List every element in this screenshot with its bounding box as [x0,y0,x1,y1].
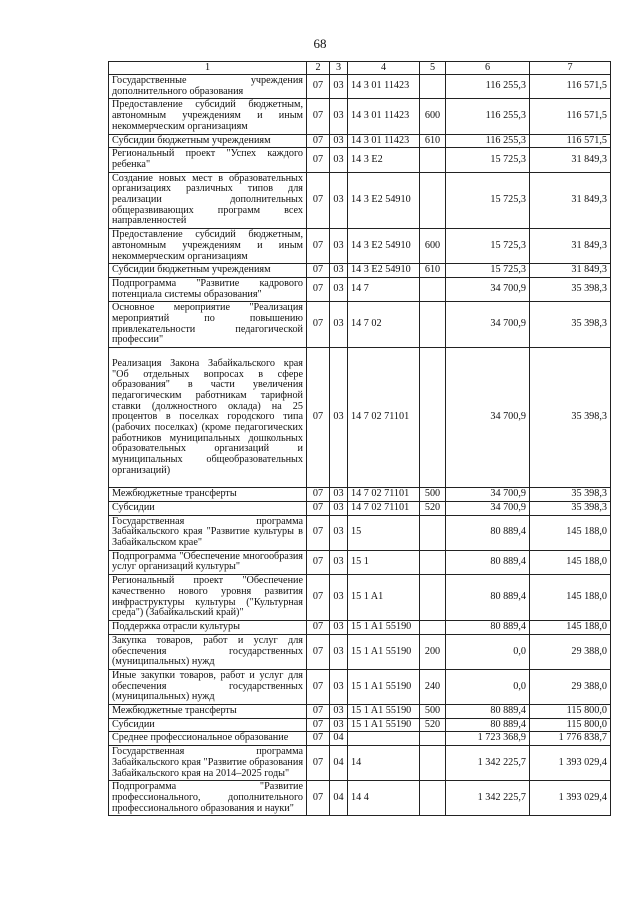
row-subsection-cell: 03 [330,718,348,732]
row-name-cell: Региональный проект "Успех каждого ребенка" [109,148,307,172]
row-target-code-cell: 14 7 [348,277,420,301]
row-expense-type-cell: 600 [420,99,446,134]
row-section-cell: 07 [307,172,330,229]
row-amount-year1-cell: 34 700,9 [446,277,530,301]
row-name-cell: Подпрограмма "Развитие профессионального, дополнительного профессионального образования и науки" [109,781,307,816]
table-row [109,501,611,515]
row-name-cell: Субсидии [109,718,307,732]
row-subsection-cell: 03 [330,575,348,621]
row-name-cell: Государственная программа Забайкальского края "Развитие культуры в Забайкальском крае" [109,515,307,550]
row-amount-year2-cell: 31 849,3 [530,264,611,278]
row-target-code-cell: 14 7 02 [348,302,420,348]
row-name-cell: Субсидии бюджетным учреждениям [109,134,307,148]
row-subsection-cell: 04 [330,732,348,746]
row-expense-type-cell: 610 [420,134,446,148]
row-amount-year1-cell: 15 725,3 [446,148,530,172]
row-subsection-cell: 03 [330,488,348,502]
row-amount-year2-cell: 31 849,3 [530,148,611,172]
header-col-7: 7 [530,62,611,75]
row-amount-year1-cell: 116 255,3 [446,99,530,134]
row-amount-year2-cell: 145 188,0 [530,550,611,574]
row-subsection-cell: 03 [330,550,348,574]
header-col-1: 1 [109,62,307,75]
header-col-2: 2 [307,62,330,75]
row-amount-year1-cell: 80 889,4 [446,621,530,635]
row-amount-year1-cell: 15 725,3 [446,172,530,229]
row-amount-year2-cell: 1 776 838,7 [530,732,611,746]
row-expense-type-cell: 500 [420,705,446,719]
row-expense-type-cell: 600 [420,229,446,264]
row-target-code-cell: 15 1 A1 [348,575,420,621]
row-amount-year2-cell: 145 188,0 [530,515,611,550]
row-section-cell: 07 [307,705,330,719]
row-section-cell: 07 [307,148,330,172]
row-section-cell: 07 [307,229,330,264]
row-name-cell: Предоставление субсидий бюджетным, автономным учреждениям и иным некоммерческим организациям [109,99,307,134]
table-row [109,172,611,229]
row-subsection-cell: 03 [330,172,348,229]
row-amount-year2-cell: 35 398,3 [530,488,611,502]
row-amount-year2-cell: 115 800,0 [530,718,611,732]
row-target-code-cell: 15 1 A1 55190 [348,621,420,635]
row-expense-type-cell [420,277,446,301]
row-amount-year1-cell: 116 255,3 [446,75,530,99]
budget-table [108,61,611,816]
row-target-code-cell: 15 1 A1 55190 [348,705,420,719]
row-subsection-cell: 03 [330,264,348,278]
table-row [109,229,611,264]
row-target-code-cell: 14 3 01 11423 [348,99,420,134]
row-amount-year2-cell: 31 849,3 [530,229,611,264]
row-expense-type-cell [420,781,446,816]
table-row [109,302,611,348]
row-amount-year1-cell: 80 889,4 [446,705,530,719]
table-header-row [109,62,611,75]
table-row [109,550,611,574]
row-name-cell: Межбюджетные трансферты [109,488,307,502]
row-name-cell: Межбюджетные трансферты [109,705,307,719]
row-amount-year2-cell: 1 393 029,4 [530,746,611,781]
row-target-code-cell: 14 [348,746,420,781]
row-amount-year2-cell: 29 388,0 [530,634,611,669]
row-amount-year2-cell: 35 398,3 [530,501,611,515]
row-target-code-cell: 14 3 01 11423 [348,75,420,99]
row-amount-year2-cell: 116 571,5 [530,75,611,99]
row-amount-year1-cell: 80 889,4 [446,550,530,574]
row-amount-year1-cell: 15 725,3 [446,229,530,264]
row-name-cell: Основное мероприятие "Реализация мероприятий по повышению привлекательности педагогической профессии" [109,302,307,348]
row-section-cell: 07 [307,746,330,781]
row-expense-type-cell: 240 [420,669,446,704]
row-target-code-cell: 14 3 01 11423 [348,134,420,148]
row-expense-type-cell [420,575,446,621]
row-section-cell: 07 [307,134,330,148]
row-amount-year1-cell: 34 700,9 [446,348,530,488]
row-subsection-cell: 03 [330,705,348,719]
row-amount-year1-cell: 80 889,4 [446,575,530,621]
row-section-cell: 07 [307,550,330,574]
row-subsection-cell: 04 [330,746,348,781]
table-row [109,515,611,550]
row-section-cell: 07 [307,575,330,621]
row-name-cell: Создание новых мест в образовательных организациях различных типов для реализации дополнительных общеразвивающих программ всех направленностей [109,172,307,229]
table-row [109,148,611,172]
row-amount-year1-cell: 34 700,9 [446,302,530,348]
table-row [109,718,611,732]
row-name-cell: Поддержка отрасли культуры [109,621,307,635]
row-expense-type-cell [420,732,446,746]
row-name-cell: Региональный проект "Обеспечение качественно нового уровня развития инфраструктуры культуры ("Культурная среда") (Забайкальский край)" [109,575,307,621]
table-row [109,348,611,488]
row-target-code-cell: 14 7 02 71101 [348,501,420,515]
table-row [109,99,611,134]
row-expense-type-cell [420,621,446,635]
row-section-cell: 07 [307,621,330,635]
row-name-cell: Государственная программа Забайкальского края "Развитие образования Забайкальского края на 2014–2025 годы" [109,746,307,781]
table-row [109,781,611,816]
row-expense-type-cell: 520 [420,501,446,515]
row-name-cell: Государственные учреждения дополнительного образования [109,75,307,99]
row-subsection-cell: 03 [330,669,348,704]
row-amount-year1-cell: 1 723 368,9 [446,732,530,746]
row-expense-type-cell [420,75,446,99]
row-section-cell: 07 [307,99,330,134]
header-col-6: 6 [446,62,530,75]
row-amount-year2-cell: 35 398,3 [530,277,611,301]
table-row [109,669,611,704]
header-col-5: 5 [420,62,446,75]
row-name-cell: Подпрограмма "Развитие кадрового потенциала системы образования" [109,277,307,301]
row-subsection-cell: 04 [330,781,348,816]
row-target-code-cell: 14 3 E2 [348,148,420,172]
row-name-cell: Среднее профессиональное образование [109,732,307,746]
row-target-code-cell [348,732,420,746]
row-amount-year2-cell: 116 571,5 [530,134,611,148]
row-target-code-cell: 15 1 A1 55190 [348,669,420,704]
row-expense-type-cell [420,172,446,229]
row-name-cell: Субсидии бюджетным учреждениям [109,264,307,278]
row-amount-year1-cell: 80 889,4 [446,718,530,732]
row-amount-year1-cell: 1 342 225,7 [446,781,530,816]
table-row [109,264,611,278]
row-subsection-cell: 03 [330,148,348,172]
row-amount-year2-cell: 31 849,3 [530,172,611,229]
row-expense-type-cell [420,550,446,574]
row-amount-year2-cell: 29 388,0 [530,669,611,704]
row-subsection-cell: 03 [330,621,348,635]
table-row [109,634,611,669]
row-section-cell: 07 [307,277,330,301]
row-amount-year2-cell: 35 398,3 [530,302,611,348]
row-name-cell: Реализация Закона Забайкальского края "Об отдельных вопросах в сфере образования" в части увеличения педагогическим работникам тарифной ставки (должностного оклада) на 25 процентов в поселках городского типа (рабочих поселках) (кроме педагогических работников муниципальных дошкольных образовательных организаций и муниципальных общеобразовательных организаций) [109,348,307,488]
row-amount-year1-cell: 80 889,4 [446,515,530,550]
row-amount-year1-cell: 0,0 [446,669,530,704]
row-amount-year2-cell: 115 800,0 [530,705,611,719]
row-target-code-cell: 14 7 02 71101 [348,348,420,488]
row-name-cell: Закупка товаров, работ и услуг для обеспечения государственных (муниципальных) нужд [109,634,307,669]
table-row [109,621,611,635]
row-subsection-cell: 03 [330,229,348,264]
row-name-cell: Предоставление субсидий бюджетным, автономным учреждениям и иным некоммерческим организациям [109,229,307,264]
page-number: 68 [313,36,327,51]
row-expense-type-cell: 500 [420,488,446,502]
row-amount-year1-cell: 1 342 225,7 [446,746,530,781]
row-subsection-cell: 03 [330,75,348,99]
row-amount-year1-cell: 34 700,9 [446,501,530,515]
header-col-4: 4 [348,62,420,75]
row-section-cell: 07 [307,488,330,502]
row-section-cell: 07 [307,264,330,278]
row-target-code-cell: 14 7 02 71101 [348,488,420,502]
row-amount-year2-cell: 35 398,3 [530,348,611,488]
row-name-cell: Подпрограмма "Обеспечение многообразия услуг организаций культуры" [109,550,307,574]
row-amount-year2-cell: 145 188,0 [530,621,611,635]
row-amount-year2-cell: 116 571,5 [530,99,611,134]
table-row [109,705,611,719]
row-target-code-cell: 14 3 E2 54910 [348,172,420,229]
row-amount-year2-cell: 145 188,0 [530,575,611,621]
row-target-code-cell: 15 1 A1 55190 [348,634,420,669]
table-row [109,277,611,301]
row-section-cell: 07 [307,718,330,732]
row-target-code-cell: 14 3 E2 54910 [348,264,420,278]
row-expense-type-cell [420,148,446,172]
row-section-cell: 07 [307,348,330,488]
table-row [109,134,611,148]
row-subsection-cell: 03 [330,634,348,669]
row-section-cell: 07 [307,302,330,348]
row-section-cell: 07 [307,634,330,669]
row-subsection-cell: 03 [330,302,348,348]
row-name-cell: Иные закупки товаров, работ и услуг для обеспечения государственных (муниципальных) нужд [109,669,307,704]
row-amount-year2-cell: 1 393 029,4 [530,781,611,816]
row-section-cell: 07 [307,515,330,550]
row-amount-year1-cell: 15 725,3 [446,264,530,278]
row-subsection-cell: 03 [330,134,348,148]
header-col-3: 3 [330,62,348,75]
row-name-cell: Субсидии [109,501,307,515]
row-section-cell: 07 [307,781,330,816]
row-target-code-cell: 15 [348,515,420,550]
row-expense-type-cell [420,348,446,488]
row-subsection-cell: 03 [330,348,348,488]
row-subsection-cell: 03 [330,515,348,550]
row-expense-type-cell [420,302,446,348]
row-section-cell: 07 [307,732,330,746]
row-target-code-cell: 15 1 A1 55190 [348,718,420,732]
row-target-code-cell: 14 3 E2 54910 [348,229,420,264]
row-section-cell: 07 [307,501,330,515]
row-target-code-cell: 14 4 [348,781,420,816]
row-expense-type-cell: 520 [420,718,446,732]
row-amount-year1-cell: 0,0 [446,634,530,669]
row-amount-year1-cell: 34 700,9 [446,488,530,502]
row-amount-year1-cell: 116 255,3 [446,134,530,148]
row-subsection-cell: 03 [330,277,348,301]
table-row [109,488,611,502]
row-subsection-cell: 03 [330,501,348,515]
row-expense-type-cell: 610 [420,264,446,278]
row-section-cell: 07 [307,669,330,704]
row-target-code-cell: 15 1 [348,550,420,574]
row-expense-type-cell [420,746,446,781]
table-row [109,575,611,621]
row-section-cell: 07 [307,75,330,99]
row-expense-type-cell: 200 [420,634,446,669]
table-row [109,732,611,746]
table-row [109,746,611,781]
row-expense-type-cell [420,515,446,550]
table-row [109,75,611,99]
row-subsection-cell: 03 [330,99,348,134]
